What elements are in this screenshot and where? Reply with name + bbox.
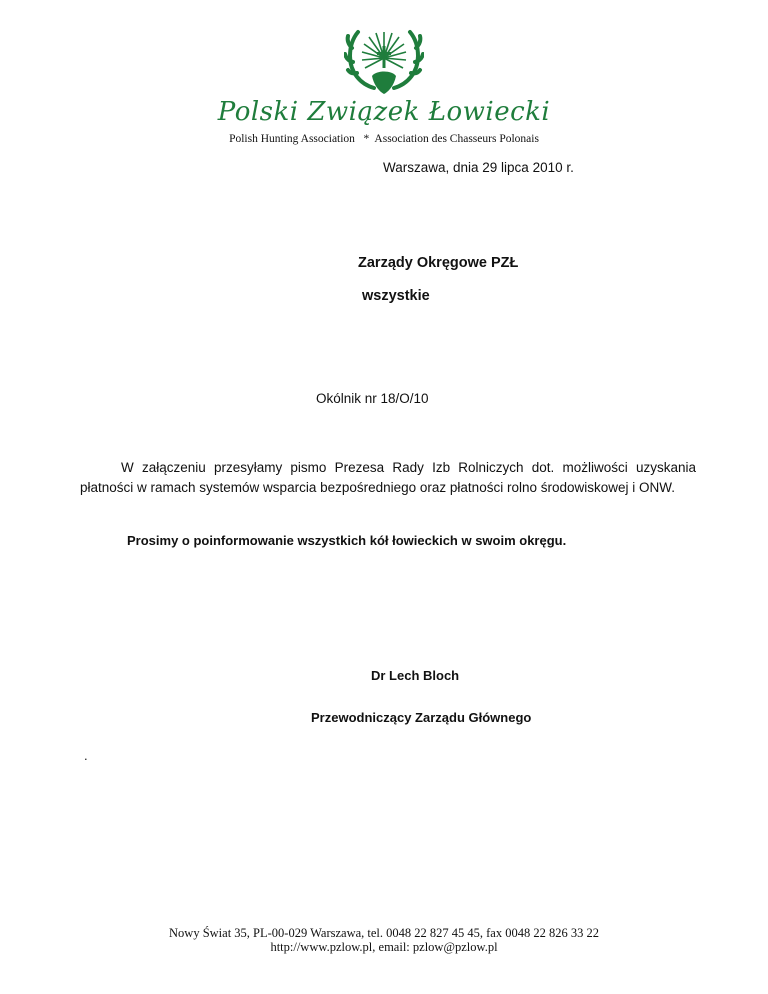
- request-paragraph: Prosimy o poinformowanie wszystkich kół łowieckich w swoim okręgu.: [127, 533, 567, 548]
- signer-title: Przewodniczący Zarządu Głównego: [311, 710, 532, 725]
- stag-antlers-cross-emblem-icon: [344, 24, 424, 96]
- circular-number: Okólnik nr 18/O/10: [316, 391, 429, 406]
- footer-contact: http://www.pzlow.pl, email: pzlow@pzlow.pl: [270, 940, 498, 954]
- letter-date: Warszawa, dnia 29 lipca 2010 r.: [383, 160, 574, 175]
- footer-address: Nowy Świat 35, PL-00-029 Warszawa, tel. 0048 22 827 45 45, fax 0048 22 826 33 22: [169, 926, 599, 940]
- recipient-qualifier: wszystkie: [362, 288, 430, 304]
- organization-subtitle: Polish Hunting Association * Association des Chasseurs Polonais: [229, 133, 539, 145]
- trailing-dot: .: [84, 748, 88, 763]
- organization-name: Polski Związek Łowiecki: [217, 97, 551, 127]
- recipient: Zarządy Okręgowe PZŁ: [358, 255, 519, 271]
- signer-name: Dr Lech Bloch: [371, 668, 460, 683]
- letter-body: W załączeniu przesyłamy pismo Prezesa Rady Izb Rolniczych dot. możliwości uzyskania płatności w ramach systemów wsparcia bezpośredniego oraz płatności rolno środowiskowej i ONW.: [80, 460, 696, 495]
